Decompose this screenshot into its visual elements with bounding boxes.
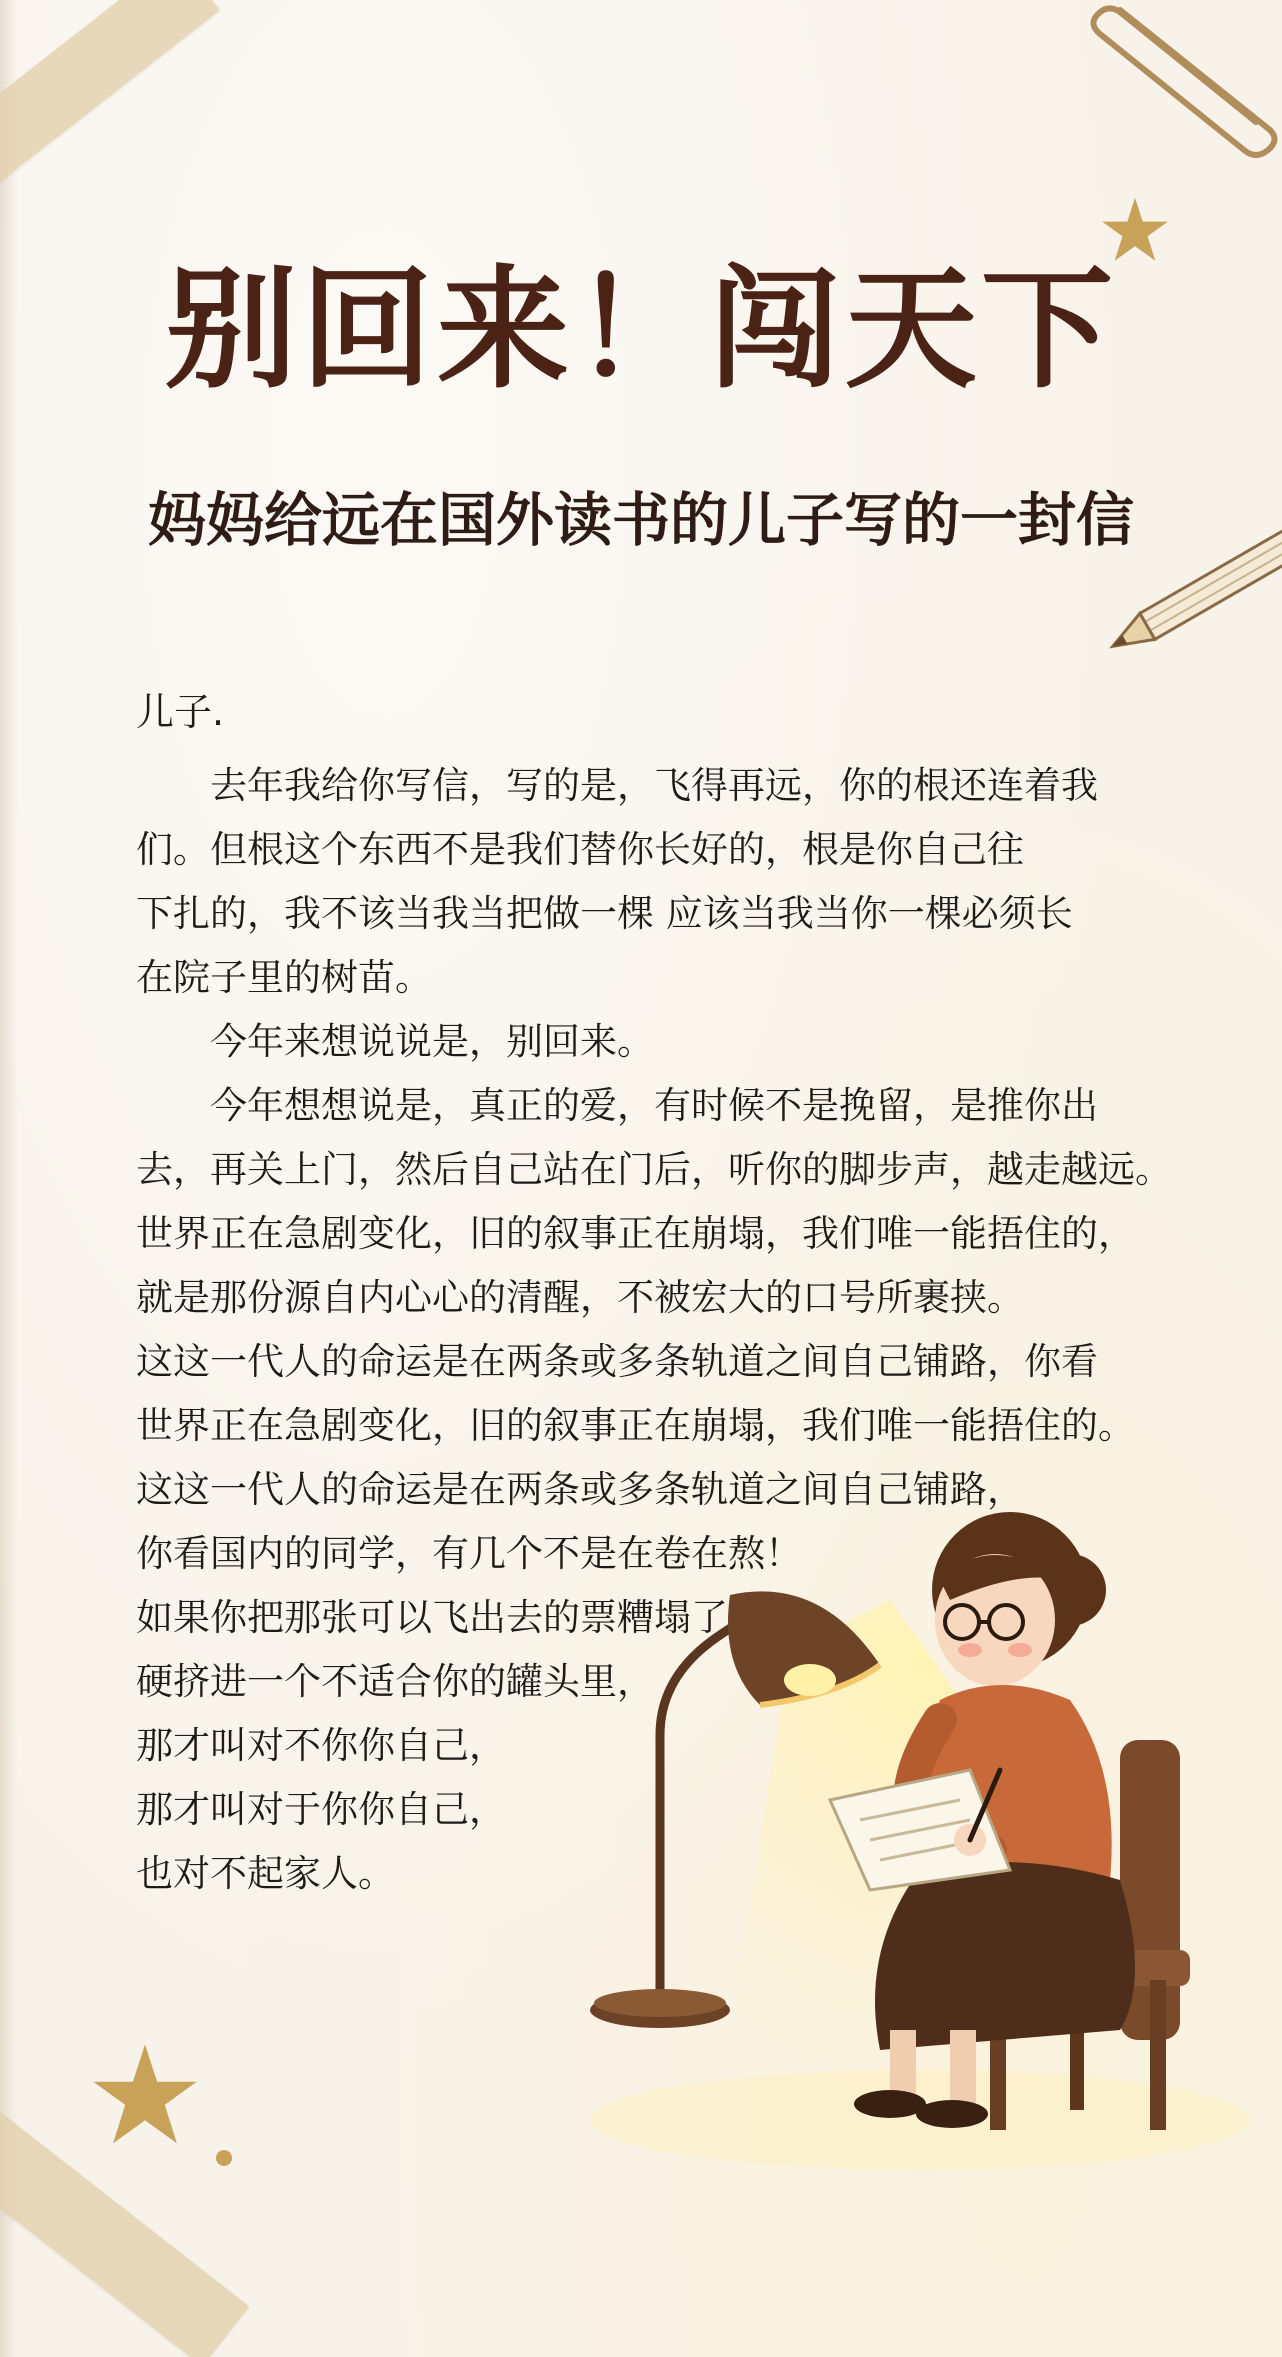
mother-writing-illustration	[820, 1510, 1282, 2150]
letter-line: 世界正在急剧变化，旧的叙事正在崩塌，我们唯一能捂住的，	[136, 1212, 1135, 1255]
masking-tape-top-left	[0, 0, 220, 195]
letter-line: 去，再关上门，然后自己站在门后，听你的脚步声，越走越远。	[136, 1148, 1172, 1191]
page-subtitle: 妈妈给远在国外读书的儿子写的一封信	[147, 486, 1134, 554]
letter-line: 世界正在急剧变化，旧的叙事正在崩塌，我们唯一能捂住的。	[136, 1404, 1135, 1447]
letter-line: 今年来想说说是，别回来。	[210, 1020, 654, 1063]
letter-line: 你看国内的同学，有几个不是在卷在熬！	[136, 1532, 802, 1575]
paperclip-icon	[1080, 0, 1282, 190]
dot-decoration	[214, 2148, 234, 2168]
page-title: 别回来！闯天下	[165, 253, 1117, 407]
letter-line: 在院子里的树苗。	[136, 956, 432, 999]
letter-line: 这这一代人的命运是在两条或多条轨道之间自己铺路，	[136, 1468, 1024, 1511]
letter-line: 如果你把那张可以飞出去的票糟塌了	[136, 1596, 728, 1639]
letter-line: 这这一代人的命运是在两条或多条轨道之间自己铺路，你看	[136, 1340, 1098, 1383]
letter-line: 硬挤进一个不适合你的罐头里，	[136, 1660, 654, 1703]
letter-line: 们。但根这个东西不是我们替你长好的，根是你自己往	[136, 828, 1024, 871]
letter-line: 也对不起家人。	[136, 1852, 395, 1895]
letter-line: 那才叫对不你你自己，	[136, 1724, 506, 1767]
letter-line: 那才叫对于你你自己，	[136, 1788, 506, 1831]
star-icon	[90, 2040, 200, 2150]
letter-line: 今年想想说是，真正的爱，有时候不是挽留，是推你出	[210, 1084, 1098, 1127]
letter-line: 下扎的，我不该当我当把做一棵 应该当我当你一棵必须长	[136, 892, 1073, 935]
letter-salutation: 儿子.	[136, 690, 225, 734]
letter-line: 去年我给你写信，写的是，飞得再远，你的根还连着我	[210, 764, 1098, 807]
letter-line: 就是那份源自内心心的清醒，不被宏大的口号所裹挟。	[136, 1276, 1024, 1319]
